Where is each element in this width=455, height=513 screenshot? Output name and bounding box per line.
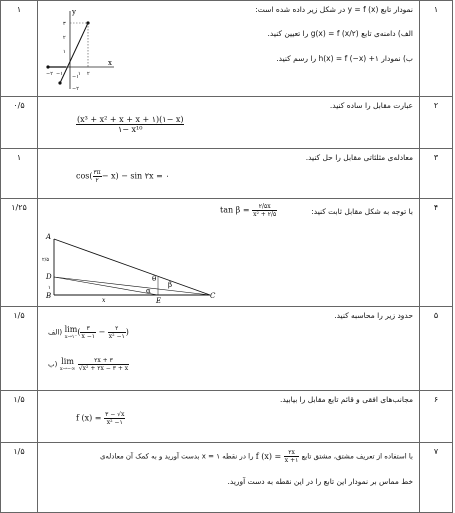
x-axis-label: x [108,59,112,67]
angle-beta-label: β [168,281,173,289]
term2-numerator: ۲ [108,325,126,333]
endpoint-bottom [58,81,61,84]
tick-x-neg2: −۲ [46,71,53,77]
question-body [38,391,420,443]
question-text: حدود زیر را محاسبه کنید. [334,311,413,320]
question-text: نمودار تابع y = f (x) در شکل زیر داده شده است: [255,5,413,14]
limit-b [48,357,129,372]
question-row-7 [1,443,453,513]
question-row-1 [1,1,453,97]
frac-denominator: ۲ [95,177,99,184]
question-body [38,1,420,97]
side-db-label: ۱ [48,285,51,291]
function-numerator: ۲x [284,449,300,457]
lim-symbol: lim [64,325,78,334]
term1-denominator: x −۱ [81,333,95,340]
score-cell: ۰/۵ [1,97,38,149]
tick-y-3: ۳ [63,21,66,27]
limit-numerator: ۲x + ۳ [78,357,129,365]
term1-numerator: ۳ [80,325,96,333]
question-body [38,307,420,391]
limit-denominator: √x² + ۲x − ۳ + x [78,365,129,372]
endpoint-left [46,65,49,68]
function-numerator: ۳ − √x [105,411,125,418]
formula-denominator: x² + ۲/۵ [253,211,277,218]
lim-subscript: x→−∞ [59,366,76,372]
text-part: با استفاده از تعریف مشتق، مشتق تابع [301,452,413,461]
question-row-2 [1,97,453,149]
tick-y-neg1: −۱ [72,74,79,80]
tick-y-neg2: −۲ [72,86,79,91]
score-cell: ۱/۵ [1,307,38,391]
tick-y-2: ۲ [63,35,66,41]
question-row-4 [1,199,453,307]
tan-beta-formula [220,203,277,218]
question-text: با توجه به شکل مقابل ثابت کنید: [311,207,413,216]
function-graph [44,5,116,91]
question-number: ۲ [420,97,453,149]
angle-alpha-label: α [146,287,151,295]
function-lhs: f (x) = [255,451,282,461]
expr-numerator: (x³ + x² + x + x + ۱)(۱− x) [77,115,184,124]
trig-equation [76,169,170,184]
lim-subscript: x→۱⁻ [64,334,78,340]
question-number: ۱ [420,1,453,97]
tick-y-1: ۱ [63,49,66,55]
expr-part: − x) − sin ۲x = ۰ [101,171,170,181]
question-number: ۳ [420,149,453,199]
question-body [38,149,420,199]
expr-part: cos( [76,171,93,181]
tick-x-2: ۲ [87,71,90,77]
question-number: ۶ [420,391,453,443]
score-cell: ۱/۵ [1,443,38,513]
score-cell: ۱ [1,1,38,97]
angle-theta-label: θ [152,275,157,283]
question-body [38,443,420,513]
question-body [38,199,420,307]
vertex-b-label: B [46,292,52,300]
question-number: ۵ [420,307,453,391]
function-lhs: f (x) = [76,413,102,423]
question-number: ۷ [420,443,453,513]
lim-symbol: lim [61,357,74,366]
question-row-6 [1,391,453,443]
question-row-5 [1,307,453,391]
derivative-function [255,449,300,464]
question-row-3 [1,149,453,199]
question-text: مجانب‌های افقی و قائم تابع مقابل را بیابید. [279,395,413,404]
formula-numerator: ۲/۵x [252,203,277,211]
simplify-expression [76,115,184,134]
triangle-figure [42,227,222,305]
question-text: معادله‌ی مثلثاتی مقابل را حل کنید. [305,153,413,162]
part-a-label: الف) [48,328,63,337]
question-text: عبارت مقابل را ساده کنید. [329,101,413,110]
expr-denominator: ۱− x¹⁰ [117,125,143,134]
score-cell: ۱/۲۵ [1,199,38,307]
question-part-a: الف) دامنه‌ی تابع g(x) = f (x/۲) را تعیین کنید. [267,29,413,38]
term2-denominator: x² −۱ [108,333,125,340]
side-ad-label: ۲/۵ [42,257,50,263]
y-axis-label: y [72,8,76,16]
function-denominator: x² −۱ [106,419,123,426]
tick-x-1: ۱ [78,71,81,77]
vertex-d-label: D [46,273,52,281]
question-text-line2: خط مماس بر نمودار این تابع را در این نقطه به دست آورید. [227,477,413,486]
vertex-c-label: C [210,292,216,300]
question-number: ۴ [420,199,453,307]
question-part-b: ب) نمودار h(x) = f (−x) +۱ را رسم کنید. [276,54,413,63]
question-text-line1 [43,449,413,464]
frac-numerator: ۳π [93,169,101,176]
part-b-label: ب) [48,360,58,369]
vertex-a-label: A [46,233,52,241]
tick-x-neg1: −۱ [56,71,63,77]
score-cell: ۱/۵ [1,391,38,443]
function-denominator: x +۱ [284,457,299,464]
limit-a: الف) lim x→۱⁻ ( $\frac{۳}{x -۱}$ − $\frac{۲}{\text{x² −۱}}$ ) [48,325,129,340]
asymptote-function [76,411,125,426]
text-part: را در نقطه x = ۱ بدست آورید و به کمک آن معادله‌ی [99,452,254,461]
vertex-e-label: E [156,297,162,305]
score-cell: ۱ [1,149,38,199]
question-body [38,97,420,149]
segment-x-label: x [102,297,106,304]
formula-lhs: tan β = [220,205,250,215]
